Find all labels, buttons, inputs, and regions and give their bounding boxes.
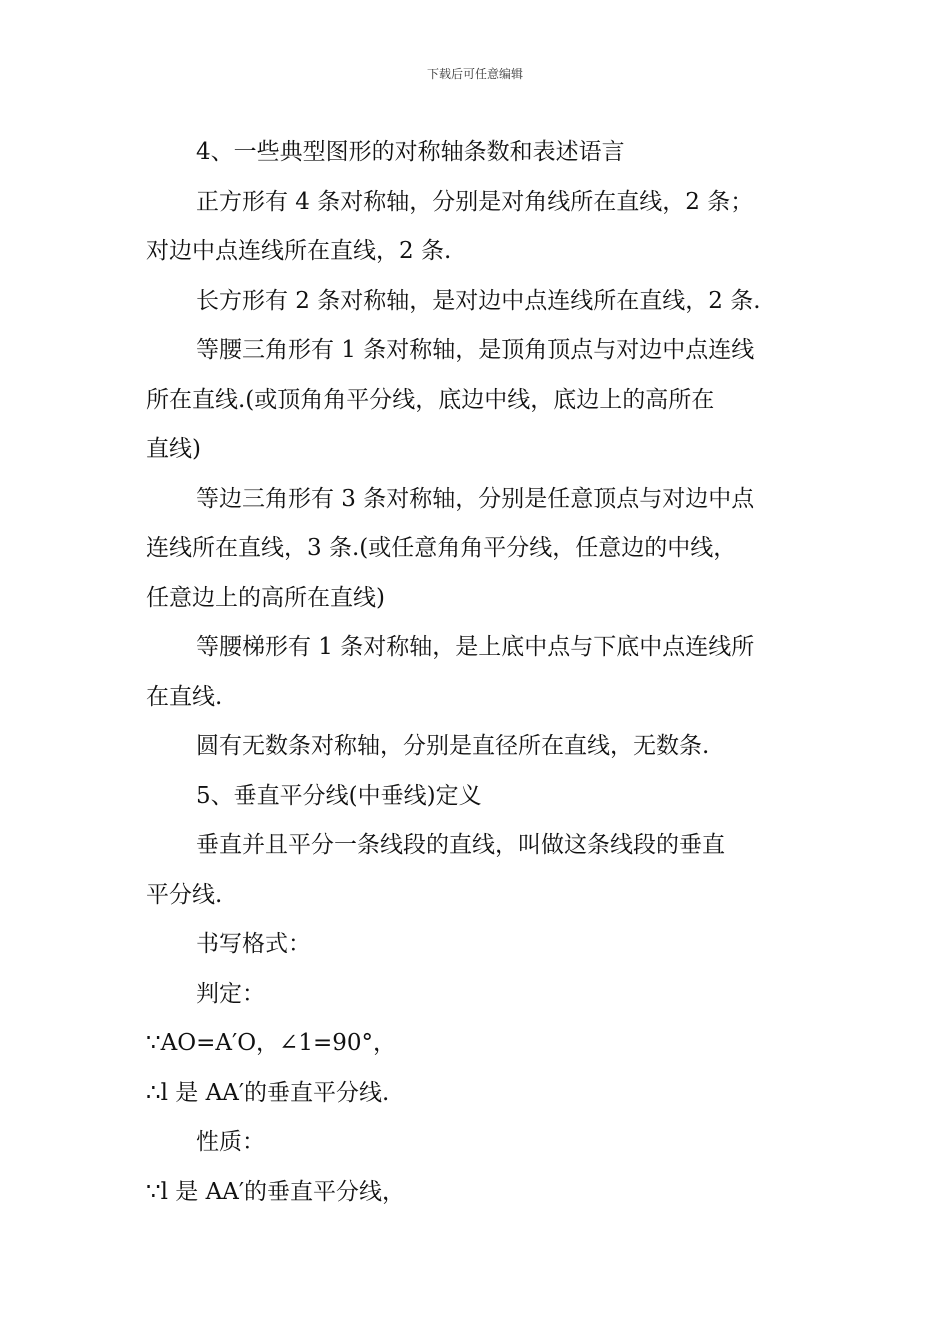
paragraph-line: 长方形有 2 条对称轴，是对边中点连线所在直线，2 条.	[196, 287, 761, 314]
math-statement: ∵l 是 AA′的垂直平分线，	[146, 1178, 406, 1205]
paragraph-line: 任意边上的高所在直线)	[146, 584, 385, 611]
paragraph-line: 等腰三角形有 1 条对称轴，是顶角顶点与对边中点连线	[196, 337, 755, 363]
paragraph-line: 等边三角形有 3 条对称轴，分别是任意顶点与对边中点	[196, 485, 755, 512]
section-4-heading: 4、一些典型图形的对称轴条数和表述语言	[196, 139, 625, 165]
paragraph-line: 对边中点连线所在直线，2 条.	[146, 238, 452, 264]
paragraph-line: 所在直线.(或顶角角平分线，底边中线，底边上的高所在	[146, 386, 715, 413]
paragraph-line: 垂直并且平分一条线段的直线，叫做这条线段的垂直	[196, 832, 725, 858]
math-statement: ∴l 是 AA′的垂直平分线.	[146, 1079, 390, 1106]
paragraph-line: 判定：	[196, 980, 265, 1007]
paragraph-line: 正方形有 4 条对称轴，分别是对角线所在直线，2 条；	[196, 188, 754, 215]
page-header: 下载后可任意编辑	[426, 67, 523, 81]
math-statement: ∵AO=A′O，∠1=90°，	[146, 1030, 397, 1056]
paragraph-line: 等腰梯形有 1 条对称轴，是上底中点与下底中点连线所	[196, 634, 755, 660]
paragraph-line: 直线)	[146, 436, 201, 462]
paragraph-line: 性质：	[196, 1129, 265, 1155]
paragraph-line: 书写格式：	[196, 931, 311, 957]
paragraph-line: 圆有无数条对称轴，分别是直径所在直线，无数条.	[196, 733, 710, 759]
paragraph-line: 连线所在直线，3 条.(或任意角角平分线，任意边的中线，	[146, 535, 737, 561]
section-5-heading: 5、垂直平分线(中垂线)定义	[196, 782, 482, 809]
paragraph-line: 平分线.	[146, 881, 223, 908]
document-body	[146, 128, 808, 1217]
paragraph-line: 在直线.	[146, 683, 223, 710]
